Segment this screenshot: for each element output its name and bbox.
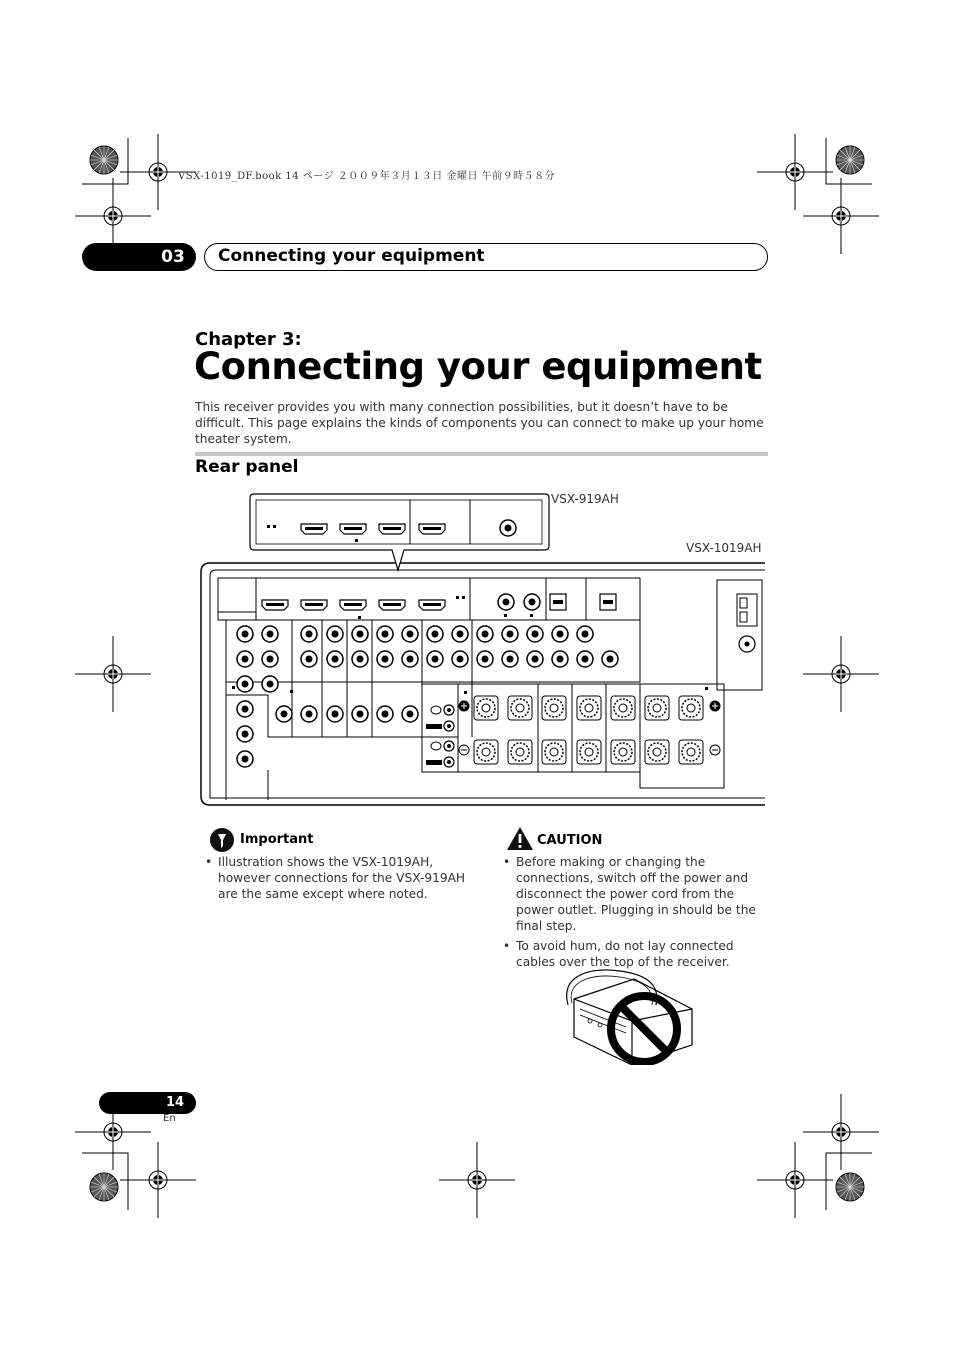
- rca-jack-center: [242, 631, 249, 638]
- intro-paragraph: This receiver provides you with many connection possibilities, but it doesn’t have to be difficult. This page explains the kinds of components you can connect to make up your home theater system.: [195, 400, 764, 446]
- rca-jack-center: [382, 656, 389, 663]
- terminal-clip: [740, 612, 747, 622]
- print-header: VSX-1019_DF.book 14 ページ ２００９年３月１３日 金曜日 午前９時５８分: [178, 171, 556, 182]
- coax-jack-center: [529, 599, 536, 606]
- rca-jack-center: [557, 656, 564, 663]
- model-label-vsx-919ah: VSX-919AH: [551, 492, 619, 506]
- section-title: Rear panel: [195, 457, 299, 477]
- rca-jack-center: [242, 706, 249, 713]
- switch: [426, 760, 442, 765]
- terminal-clip: [740, 598, 747, 608]
- speaker-terminal-center: [550, 704, 558, 712]
- rca-jack-center: [306, 631, 313, 638]
- hdmi-pins: [266, 603, 284, 606]
- chapter-label: Chapter 3:: [195, 329, 302, 350]
- indicator: [504, 614, 507, 617]
- important-list: [205, 854, 470, 906]
- mini-jack-center: [447, 744, 451, 748]
- speaker-terminal-center: [585, 748, 593, 756]
- speaker-terminal-center: [619, 748, 627, 756]
- rca-jack-center: [306, 711, 313, 718]
- speaker-terminal-center: [516, 704, 524, 712]
- model-label-vsx-1019ah: VSX-1019AH: [686, 541, 762, 555]
- speaker-terminal-center: [653, 748, 661, 756]
- hdmi-pins: [344, 527, 362, 530]
- rca-jack-center: [432, 631, 439, 638]
- rca-jack-center: [357, 656, 364, 663]
- speaker-terminal-center: [653, 704, 661, 712]
- rca-jack-center: [267, 656, 274, 663]
- rca-jack-center: [382, 631, 389, 638]
- rca-jack-center: [407, 656, 414, 663]
- rca-jack-center: [332, 656, 339, 663]
- chapter-number: 03: [161, 247, 185, 267]
- rca-lower-area: [226, 682, 422, 800]
- no-cables-over-receiver-illustration: [560, 965, 700, 1065]
- running-header-title: Connecting your equipment: [218, 246, 485, 266]
- fm-antenna-jack-center: [745, 642, 750, 647]
- speaker-terminal-center: [482, 704, 490, 712]
- rca-jack-center: [457, 656, 464, 663]
- rca-jack-center: [407, 711, 414, 718]
- hdmi-pins: [383, 603, 401, 606]
- indicator: [530, 614, 533, 617]
- rca-jack-center: [607, 656, 614, 663]
- indicator: [290, 690, 293, 693]
- rca-jack-center: [557, 631, 564, 638]
- speaker-terminal-center: [585, 704, 593, 712]
- hdmi-pins: [305, 603, 323, 606]
- rca-jack-center: [582, 656, 589, 663]
- rca-jack-center: [482, 656, 489, 663]
- mini-jack-center: [447, 760, 451, 764]
- indicator: [358, 616, 361, 619]
- small-jack: [431, 742, 441, 750]
- important-title: Important: [240, 832, 314, 847]
- rca-jack-center: [507, 656, 514, 663]
- rca-jack-center: [532, 631, 539, 638]
- switch: [426, 724, 442, 729]
- page-number: 14: [165, 1095, 185, 1110]
- indicator: [705, 687, 708, 690]
- page-language: En: [163, 1113, 176, 1124]
- rca-jack-center: [306, 656, 313, 663]
- speaker-terminal-center: [687, 748, 695, 756]
- rca-jack-center: [382, 711, 389, 718]
- hdmi-pins: [344, 603, 362, 606]
- rca-jack-center: [242, 756, 249, 763]
- caution-list: [503, 854, 771, 974]
- indicator: [355, 539, 358, 542]
- important-item: • Illustration shows the VSX-1019AH, however connections for the VSX-919AH are the same except where noted.: [205, 854, 470, 902]
- rca-jack-center: [407, 631, 414, 638]
- page-title: Connecting your equipment: [194, 345, 762, 388]
- rca-jack-center: [507, 631, 514, 638]
- rca-jack-center: [357, 711, 364, 718]
- rca-jack-center: [332, 711, 339, 718]
- optical-port-slot: [553, 600, 563, 604]
- caution-item: • To avoid hum, do not lay connected cables over the top of the receiver.: [503, 938, 771, 970]
- rca-jack-center: [267, 631, 274, 638]
- hdmi-pins: [423, 603, 441, 606]
- indicator: [267, 525, 270, 528]
- indicator: [462, 596, 465, 599]
- rca-jack-center: [457, 631, 464, 638]
- top-connector-strip: [218, 578, 640, 620]
- rca-jack-center: [242, 681, 249, 688]
- speaker-terminal-center: [482, 748, 490, 756]
- hdmi-pins: [423, 527, 441, 530]
- caution-title: CAUTION: [537, 833, 603, 848]
- important-icon: [209, 827, 235, 853]
- rca-jack-center: [242, 731, 249, 738]
- optical-port-slot: [603, 600, 613, 604]
- rca-jack-center: [482, 631, 489, 638]
- hdmi-pins: [305, 527, 323, 530]
- hdmi-pins: [383, 527, 401, 530]
- coax-jack-center: [503, 599, 510, 606]
- rca-jack-center: [432, 656, 439, 663]
- mini-jack-center: [447, 708, 451, 712]
- mini-jack-center: [447, 724, 451, 728]
- indicator: [232, 686, 235, 689]
- rca-jack-center: [281, 711, 288, 718]
- indicator: [273, 525, 276, 528]
- rca-jack-center: [332, 631, 339, 638]
- small-jack: [431, 706, 441, 714]
- rca-jack-center: [582, 631, 589, 638]
- antenna-jack-center: [505, 525, 512, 532]
- speaker-terminal-center: [550, 748, 558, 756]
- indicator: [456, 596, 459, 599]
- rca-jack-center: [242, 656, 249, 663]
- rca-jack-center: [357, 631, 364, 638]
- speaker-terminal-center: [619, 704, 627, 712]
- rca-jack-center: [532, 656, 539, 663]
- rca-jack-center: [267, 681, 274, 688]
- indicator: [464, 691, 467, 694]
- caution-item: • Before making or changing the connections, switch off the power and disconnect the power cord from the power outlet. Plugging in should be the final step.: [503, 854, 771, 934]
- speaker-terminal-center: [516, 748, 524, 756]
- speaker-terminal-center: [687, 704, 695, 712]
- caution-warning-icon: [506, 826, 534, 851]
